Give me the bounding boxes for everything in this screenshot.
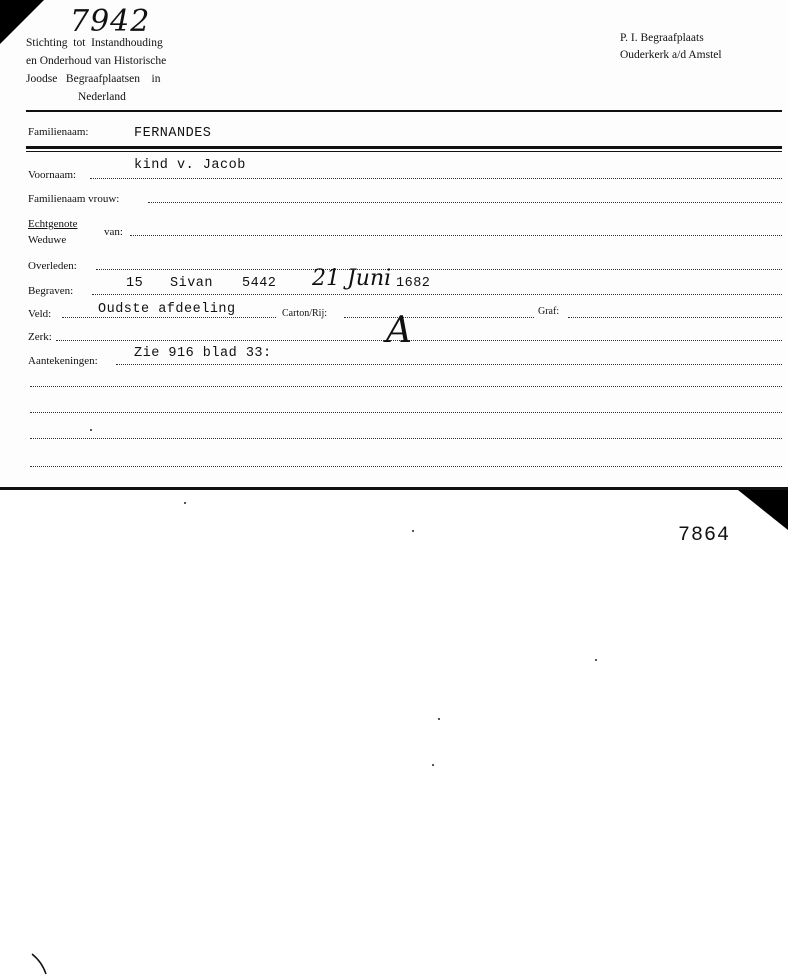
double-rule-top (26, 146, 782, 149)
speck (432, 764, 434, 766)
cemetery-block (620, 30, 722, 64)
organization-block (26, 34, 166, 106)
familienaam-vrouw-line (148, 202, 782, 203)
begraven-civil-year: 1682 (396, 276, 431, 291)
begraven-day: 15 (126, 276, 144, 291)
begraven-line (92, 294, 782, 295)
echtgenote-label: Echtgenote (28, 218, 78, 230)
van-line (130, 235, 782, 236)
speck (438, 718, 440, 720)
card-edge (0, 487, 788, 490)
voornaam-value: kind v. Jacob (134, 158, 246, 173)
speck (184, 502, 186, 504)
carton-line (344, 317, 534, 318)
place-line: P. I. Begraafplaats (620, 32, 704, 44)
double-rule-bottom (26, 151, 782, 152)
begraven-month: Sivan (170, 276, 214, 291)
org-line: Joodse Begraafplaatsen in (26, 73, 161, 85)
veld-value: Oudste afdeeling (98, 302, 236, 317)
org-line: Stichting tot Instandhouding (26, 37, 163, 49)
begraven-label: Begraven: (28, 285, 74, 297)
scan-mark (28, 950, 52, 976)
veld-line (62, 317, 276, 318)
header-rule (26, 110, 782, 112)
archive-number: 7942 (70, 4, 151, 39)
carton-label: Carton/Rij: (282, 308, 327, 319)
corner-tab (738, 490, 788, 530)
weduwe-label: Weduwe (28, 234, 67, 246)
begraven-civil-date: 21 Juni (312, 266, 392, 291)
graf-line (568, 317, 782, 318)
speck (90, 429, 92, 431)
overleden-line (96, 269, 782, 270)
zerk-label: Zerk: (28, 331, 52, 343)
aantekeningen-line (116, 364, 782, 365)
notes-line (30, 386, 782, 387)
familienaam-vrouw-label: Familienaam vrouw: (28, 193, 120, 205)
veld-label: Veld: (28, 308, 52, 320)
place-line: Ouderkerk a/d Amstel (620, 49, 722, 61)
graf-label: Graf: (538, 306, 560, 317)
stamp-number: 7864 (678, 524, 731, 547)
voornaam-label: Voornaam: (28, 169, 77, 181)
notes-line (30, 438, 782, 439)
overleden-label: Overleden: (28, 260, 77, 272)
speck (412, 530, 414, 532)
begraven-year: 5442 (242, 276, 277, 291)
org-line: Nederland (78, 91, 126, 103)
zerk-line (56, 340, 782, 341)
zerk-handwritten: A (386, 310, 412, 351)
familienaam-value: FERNANDES (134, 126, 212, 141)
voornaam-line (90, 178, 782, 179)
notes-line (30, 466, 782, 467)
van-label: van: (104, 226, 123, 238)
org-line: en Onderhoud van Historische (26, 55, 167, 67)
familienaam-label: Familienaam: (28, 126, 89, 138)
notes-line (30, 412, 782, 413)
speck (595, 659, 597, 661)
aantekeningen-label: Aantekeningen: (28, 355, 98, 367)
aantekeningen-value: Zie 916 blad 33: (134, 346, 272, 361)
